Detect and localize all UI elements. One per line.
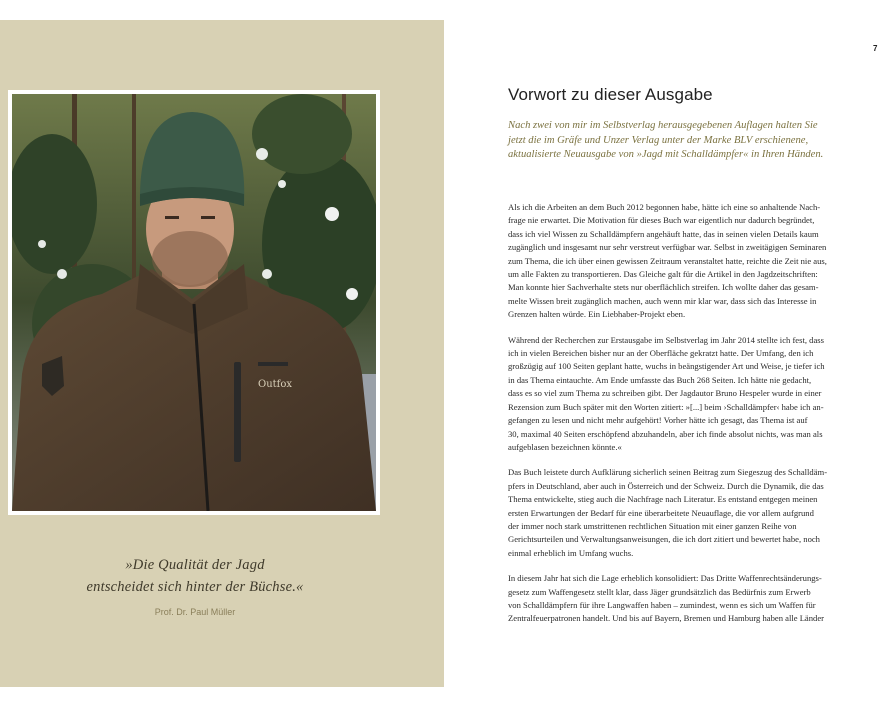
body-line: Man konnte hier Sachverhalte stets nur oberflächlich streifen. Ich wollte daher das gesam- <box>508 282 819 293</box>
author-portrait <box>12 94 376 511</box>
body-line: Rezension zum Buch später mit den Worten zitiert: »[...] beim ›Schalldämpfer‹ habe ich an- <box>508 401 824 412</box>
lead-line: Nach zwei von mir im Selbstverlag herausgegebenen Auflagen halten Sie <box>508 120 818 131</box>
body-line: frage nie erwartet. Die Motivation für dieses Buch war eigentlich nur dadurch begründet, <box>508 215 815 226</box>
left-page <box>0 20 444 687</box>
body-line: großzügig auf 100 Seiten geplant hatte, wuchs in beängstigender Art und Weise, je tiefer ich <box>508 361 825 372</box>
page-title: Vorwort zu dieser Ausgabe <box>508 85 713 104</box>
body-paragraph <box>508 466 876 560</box>
body-line: Gerichtsurteilen und Verwaltungsanweisungen, die ich dort zitiert und bewertet habe, noch <box>508 534 820 545</box>
body-line: gefangen zu lesen und nicht mehr aufgehört! Vorher hätte ich gesagt, das Thema ist auf <box>508 415 808 426</box>
body-line: melte Wissen breit zugänglich machen, auch wenn mir klar war, dass sich das Interesse in <box>508 295 817 306</box>
lead-line: aktualisierte Neuausgabe von »Jagd mit Schalldämpfer« in Ihren Händen. <box>508 149 824 160</box>
body-line: Als ich die Arbeiten an dem Buch 2012 begonnen habe, hätte ich eine so anhaltende Nach- <box>508 202 821 212</box>
photo-frame <box>8 90 380 515</box>
body-line: pfers in Deutschland, aber auch in Österreich und der Schweiz. Durch die Dynamik, die das <box>508 480 824 491</box>
body-line: gesetz zum Waffengesetz stellt klar, dass Jäger grundsätzlich das Bedürfnis zum Erwerb <box>508 586 811 597</box>
body-line: dass ich viel Wissen zu Schalldämpfern angehäuft hatte, das in seinen vielen Details kaum <box>508 228 819 239</box>
body-line: aufgeblasen bezeichnen könnte.« <box>508 441 622 452</box>
quote-line: »Die Qualität der Jagd <box>125 557 265 573</box>
pull-quote <box>0 554 390 598</box>
body-line: 30, maximal 40 Seiten erschöpfend abzuhandeln, aber ich finde absolut nichts, was man als <box>508 428 823 439</box>
body-line: In diesem Jahr hat sich die Lage erheblich konsolidiert: Das Dritte Waffenrechtsänderungs- <box>508 573 822 584</box>
body-line: Zentralfeuerpatronen handelt. Und bis auf Bayern, Bremen und Hamburg haben alle Länder <box>508 613 825 624</box>
body-paragraph <box>508 572 876 626</box>
body-line: ersten Erwartungen der Bedarf für eine überarbeitete Neuauflage, die vor allem aufgrund <box>508 507 814 518</box>
body-line: von Schalldämpfern für ihre Langwaffen haben – zumindest, wenn es sich um Waffen für <box>508 599 816 610</box>
body-line: Grenzen halten würde. Ein Liebhaber-Projekt eben. <box>508 309 686 320</box>
jacket-logo-text: Outfox <box>258 379 293 390</box>
body-line: dass es so viel zum Thema zu schreiben gibt. Der Jagdautor Bruno Hespeler wurde in einer <box>508 388 822 399</box>
body-line: ich in vielen Bereichen bisher nur an der Oberfläche gekratzt hatte. Der Umfang, den ich <box>508 348 814 359</box>
body-text <box>508 201 876 638</box>
portrait-illustration <box>12 94 376 511</box>
body-line: in das Thema eintauchte. Am Ende umfasste das Buch 268 Seiten. Ich hätte nie gedacht, <box>508 374 812 385</box>
body-line: zugänglich und insgesamt nur sehr verstreut verfügbar war. Selbst in zweitägigen Seminaren <box>508 242 827 253</box>
body-line: um alle Fakten zu transportieren. Das Gleiche galt für die Artikel in den Jagdzeitschriften: <box>508 269 818 280</box>
body-line: der immer noch stark umstrittenen rechtlichen Situation mit einer ganzen Reihe von <box>508 520 797 531</box>
body-line: Das Buch leistete durch Aufklärung sicherlich seinen Beitrag zum Siegeszug des Schalldäm- <box>508 467 828 478</box>
quote-author: Prof. Dr. Paul Müller <box>154 607 236 617</box>
lead-line: jetzt die im Gräfe und Unzer Verlag unter der Marke BLV erschienene, <box>508 134 809 146</box>
body-line: Thema entwickelte, stieg auch die Nachfrage nach Literatur. Es entstand entgegen meinen <box>508 494 818 505</box>
body-line: zum Thema, die ich über einen gewissen Zeitraum veranstaltet hatte, reichte die Zeit nie aus, <box>508 255 827 266</box>
quote-line: entscheidet sich hinter der Büchse.« <box>86 579 304 595</box>
lead-paragraph <box>508 119 868 163</box>
page-number: 7 <box>873 44 878 53</box>
body-paragraph <box>508 334 876 455</box>
body-line: Während der Recherchen zur Erstausgabe im Selbstverlag im Jahr 2014 stellte ich fest, dass <box>508 334 824 345</box>
body-line: einmal erheblich im Umfang wuchs. <box>508 547 634 558</box>
body-paragraph <box>508 201 876 322</box>
